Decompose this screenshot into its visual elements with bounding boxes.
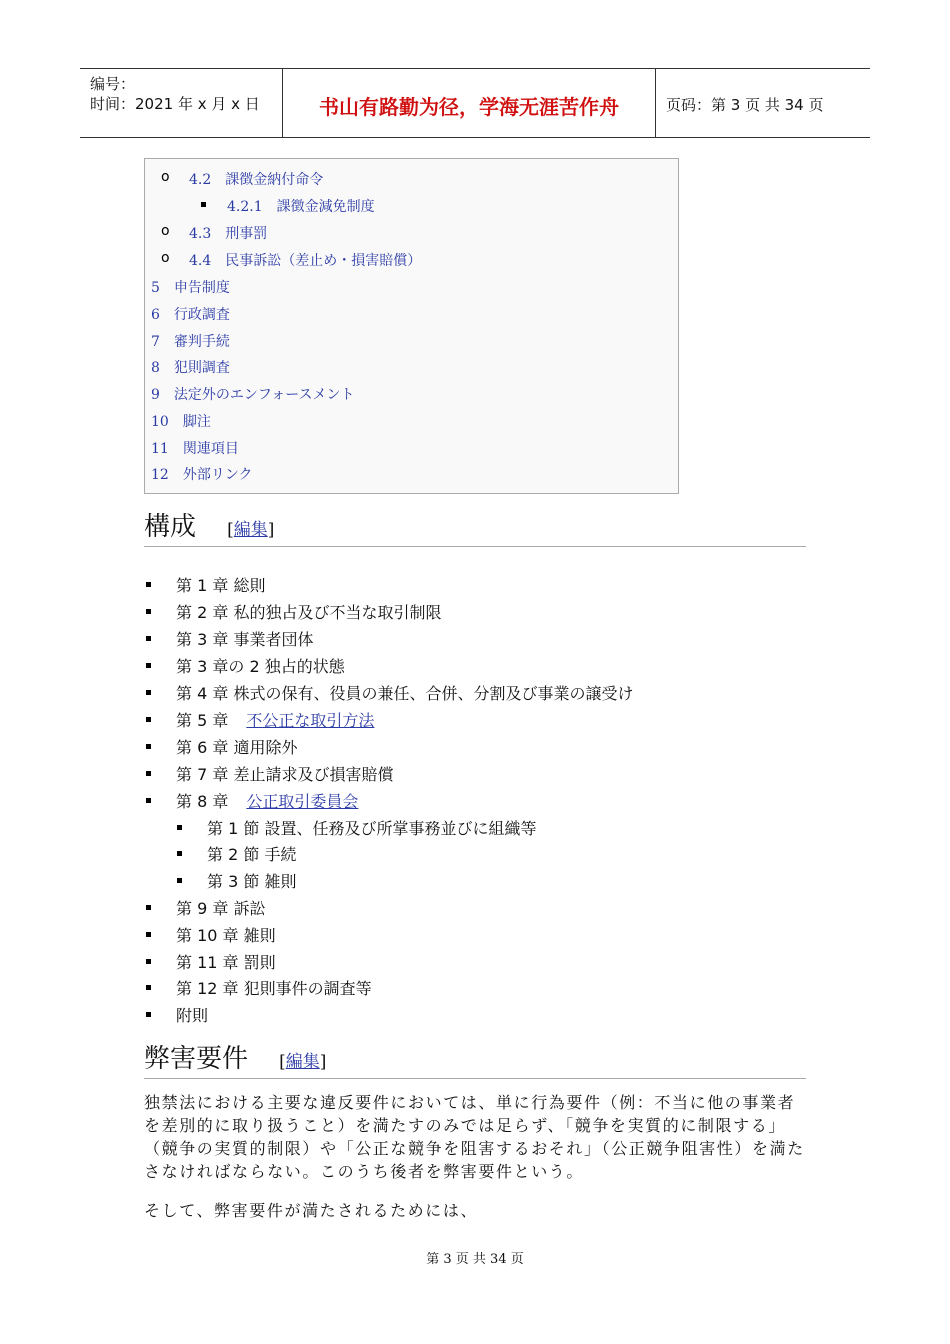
header-page-cell	[656, 69, 870, 137]
document-number-label: 编号：	[90, 75, 136, 93]
table-of-contents	[144, 158, 679, 494]
toc-circle-bullet-icon: o	[161, 169, 170, 185]
square-bullet-icon	[146, 609, 151, 614]
square-bullet-icon	[146, 636, 151, 641]
toc-item[interactable]: 4.4 民事訴訟（差止め・損害賠償）	[189, 253, 422, 269]
toc-item[interactable]: 7 審判手続	[151, 334, 230, 350]
toc-circle-bullet-icon: o	[161, 223, 170, 239]
square-bullet-icon	[146, 663, 151, 668]
square-bullet-icon	[146, 771, 151, 776]
toc-item[interactable]: 12 外部リンク	[151, 467, 253, 483]
page-footer: 第 3 页 共 34 页	[426, 1252, 524, 1267]
square-bullet-icon	[146, 905, 151, 910]
unfair-trade-link[interactable]: 不公正な取引方法	[246, 711, 375, 730]
toc-item[interactable]: 4.3 刑事罰	[189, 226, 268, 242]
square-bullet-icon	[146, 717, 151, 722]
toc-square-bullet-icon	[201, 202, 206, 207]
toc-item[interactable]: 4.2 課徴金納付命令	[189, 172, 324, 188]
square-bullet-icon	[146, 798, 151, 803]
document-date-label: 时间：2021 年 x 月 x 日	[90, 95, 260, 113]
header-motto: 书山有路勤为径，学海无涯苦作舟	[319, 95, 619, 119]
header-motto-cell	[283, 69, 656, 137]
toc-item[interactable]: 4.2.1 課徴金減免制度	[227, 199, 375, 215]
edit-link[interactable]: 編集	[233, 520, 268, 540]
toc-item[interactable]: 9 法定外のエンフォースメント	[151, 387, 355, 403]
square-bullet-icon	[177, 825, 182, 830]
edit-link-wrapper: [編集]	[227, 520, 275, 540]
toc-item[interactable]: 5 申告制度	[151, 280, 230, 296]
header-meta-cell	[80, 69, 283, 137]
section-heading-harm-requirement	[144, 1038, 806, 1079]
square-bullet-icon	[177, 851, 182, 856]
square-bullet-icon	[146, 582, 151, 587]
edit-link[interactable]: 編集	[285, 1052, 320, 1072]
toc-item[interactable]: 8 犯則調査	[151, 360, 230, 376]
body-paragraph: 独禁法における主要な違反要件においては、単に行為要件（例：不当に他の事業者を差別的に取り扱うこと）を満たすのみでは足らず、「競争を実質的に制限する」（競争の実質的制限）や「公正な競争を阻害するおそれ」（公正競争阻害性）を満たさなければならない。このうち後者を弊害要件という。	[144, 1093, 805, 1181]
square-bullet-icon	[146, 985, 151, 990]
square-bullet-icon	[146, 690, 151, 695]
section-title: 構成	[144, 512, 197, 542]
section-title: 弊害要件	[144, 1044, 249, 1074]
header-page-label: 页码：第 3 页 共 34 页	[666, 96, 824, 114]
body-paragraph: そして、弊害要件が満たされるためには、	[144, 1201, 479, 1220]
document-header	[80, 68, 870, 138]
square-bullet-icon	[146, 744, 151, 749]
fair-trade-commission-link[interactable]: 公正取引委員会	[246, 792, 359, 811]
toc-item[interactable]: 6 行政調査	[151, 307, 230, 323]
toc-item[interactable]: 10 脚注	[151, 414, 211, 430]
edit-link-wrapper: [編集]	[279, 1052, 327, 1072]
section-heading-structure	[144, 506, 806, 547]
toc-circle-bullet-icon: o	[161, 250, 170, 266]
square-bullet-icon	[146, 1012, 151, 1017]
square-bullet-icon	[146, 959, 151, 964]
toc-item[interactable]: 11 関連項目	[151, 441, 239, 457]
square-bullet-icon	[146, 932, 151, 937]
square-bullet-icon	[177, 878, 182, 883]
